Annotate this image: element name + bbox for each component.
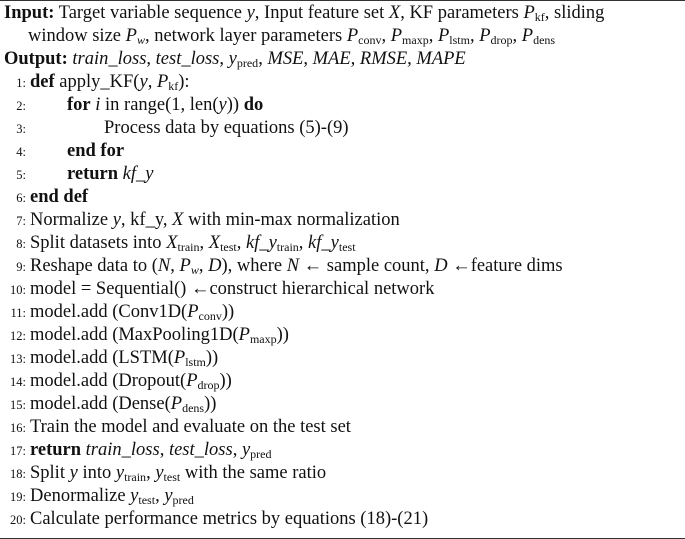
- algo-line-3: 3: Process data by equations (5)-(9): [16, 118, 349, 138]
- output-label: Output:: [4, 49, 68, 69]
- algo-line-1: 1: def apply_KF(y, $P_{kf}$):: [16, 72, 190, 93]
- algo-line-10: 10: model = Sequential() ←construct hierarchical network: [10, 279, 435, 299]
- output-line: Output: train_loss, test_loss, $y_{pred}$, MSE, MAE, RMSE, MAPE: [4, 49, 466, 70]
- algo-line-19: 19: Denormalize $y_{test}$, $y_{pred}$: [10, 486, 194, 507]
- algo-line-11: 11: model.add $(Conv1D(P_{conv}))$: [10, 302, 235, 323]
- algo-line-7: 7: Normalize y, kf_y, X with min-max normalization: [16, 210, 400, 230]
- algo-line-17: 17: return train_loss, test_loss, $y_{pred}$: [10, 440, 272, 461]
- algo-line-2: 2: for i in range(1, len(y)) do: [16, 95, 264, 115]
- algo-line-5: 5: return kf_y: [16, 164, 154, 184]
- algo-line-20: 20: Calculate performance metrics by equations (18)-(21): [10, 509, 429, 529]
- algo-line-12: 12: model.add $(MaxPooling1D(P_{maxp}))$: [10, 325, 289, 346]
- algo-line-9: 9: Reshape data to (N, $P_w$, D), where N ← sample count, D ←feature dims: [16, 256, 563, 277]
- input-label: Input:: [4, 3, 55, 23]
- input-line-1: Input: Target variable sequence y, Input feature set X, KF parameters $P_{kf}$, sliding: [4, 3, 605, 24]
- input-line-2: window size $P_w$, network layer parameters $P_{conv}$, $P_{maxp}$, $P_{lstm}$, $P_{drop}$, $P_{dens}$: [28, 26, 556, 47]
- algo-line-6: 6: end def: [16, 187, 89, 207]
- algo-line-15: 15: model.add $(Dense(P_{dens}))$: [10, 394, 217, 415]
- algo-line-4: 4: end for: [16, 141, 125, 161]
- algo-line-18: 18: Split y into $y_{train}$, $y_{test}$ with the same ratio: [10, 463, 327, 484]
- algo-line-13: 13: model.add $(LSTM(P_{lstm}))$: [10, 348, 219, 369]
- algo-line-14: 14: model.add $(Dropout(P_{drop}))$: [10, 371, 232, 392]
- algo-line-16: 16: Train the model and evaluate on the test set: [10, 417, 351, 437]
- algo-line-8: 8: Split datasets into $X_{train}$, $X_{test}$, $kf\_y_{train}$, $kf\_y_{test}$: [16, 233, 356, 254]
